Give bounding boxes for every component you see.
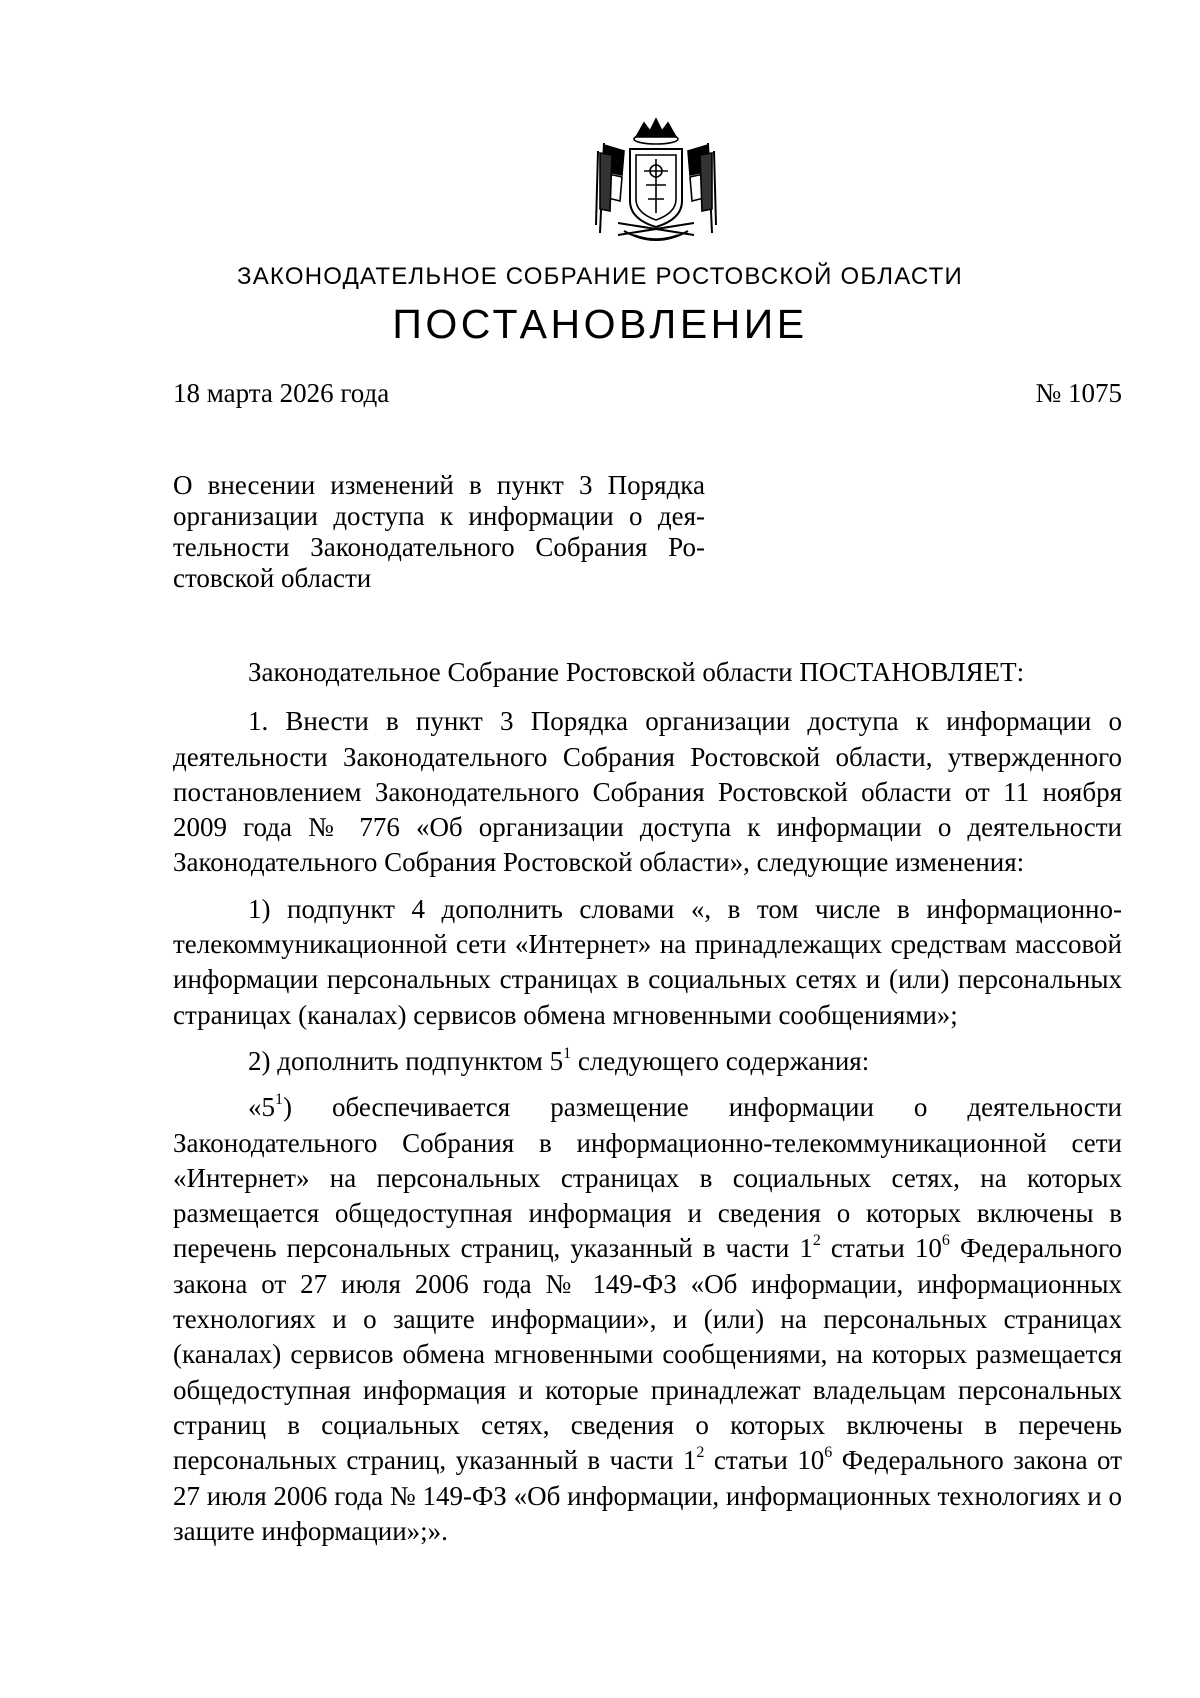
paragraph-item-1: 1. Внести в пункт 3 Порядка организации доступа к информации о деятельности Законодательного Собрания Ростовской области, утвержденного постановлением Законодательного Собрания Ростовской области от 11 ноября 2009 года № 776 «Об организации доступа к информации о деятельности Законодательного Собрания Ростовской области», следующие изменения: xyxy=(173,706,1122,878)
preamble-paragraph: Законодательное Собрание Ростовской области ПОСТАНОВЛЯЕТ: xyxy=(248,657,1025,687)
subject-line: стовской области xyxy=(173,563,372,593)
superscript: 2 xyxy=(696,1444,705,1462)
text-span: Федерального закона от 27 июля 2006 года № 149-ФЗ «Об информации, информационных технологиях и о защите информации»;». xyxy=(173,1445,1122,1546)
coat-of-arms-icon xyxy=(594,115,718,247)
superscript: 6 xyxy=(941,1232,950,1250)
subject-line: тельности Законодательного Собрания Ро- xyxy=(173,532,705,562)
paragraph-subitem-5-1-text xyxy=(173,1090,1122,1549)
superscript: 1 xyxy=(275,1091,283,1109)
text-span: ) обеспечивается размещение информации о деятельности Законодательного Собрания в информационно-телекоммуникационной сети «Интернет» на персональных страницах в социальных сетях, на которых размещается общедоступная информация и сведения о которых включены в перечень персональных страниц, указанный в части 1 xyxy=(173,1092,1122,1264)
text-span: Федерального закона от 27 июля 2006 года № 149-ФЗ «Об информации, информационных технологиях и о защите информации», и (или) на персональных страницах (каналах) сервисов обмена мгновенными сообщениями, на которых размещается общедоступная информация и которые принадлежат владельцам персональных страниц в социальных сетях, сведения о которых включены в перечень персональных страниц, указанный в части 1 xyxy=(173,1233,1122,1476)
text-span: статьи 10 xyxy=(820,1233,942,1264)
document-type-title: ПОСТАНОВЛЕНИЕ xyxy=(392,301,808,347)
document-date: 18 марта 2026 года xyxy=(173,378,390,408)
text-span: следующего содержания: xyxy=(571,1045,870,1076)
superscript: 1 xyxy=(563,1044,572,1062)
text-span: «5 xyxy=(248,1092,275,1123)
organization-name: ЗАКОНОДАТЕЛЬНОЕ СОБРАНИЕ РОСТОВСКОЙ ОБЛАСТИ xyxy=(237,263,963,290)
document-number: № 1075 xyxy=(1035,378,1122,408)
text-span: 2) дополнить подпунктом 5 xyxy=(248,1045,564,1076)
superscript: 6 xyxy=(824,1444,833,1462)
text-span: статьи 10 xyxy=(704,1445,825,1476)
subject-line: О внесении изменений в пункт 3 Порядка xyxy=(173,470,705,500)
superscript: 2 xyxy=(812,1232,821,1250)
subject-line: организации доступа к информации о дея- xyxy=(173,501,705,531)
document-body xyxy=(173,655,1122,1549)
document-subject xyxy=(173,470,705,594)
paragraph-subitem-1: 1) подпункт 4 дополнить словами «, в том числе в информационно-телекоммуникационной сети «Интернет» на принадлежащих средствам массовой информации персональных страницах в социальных сетях и (или) персональных страницах (каналах) сервисов обмена мгновенными сообщениями»; xyxy=(173,893,1122,1030)
paragraph-subitem-2 xyxy=(173,1044,1122,1079)
